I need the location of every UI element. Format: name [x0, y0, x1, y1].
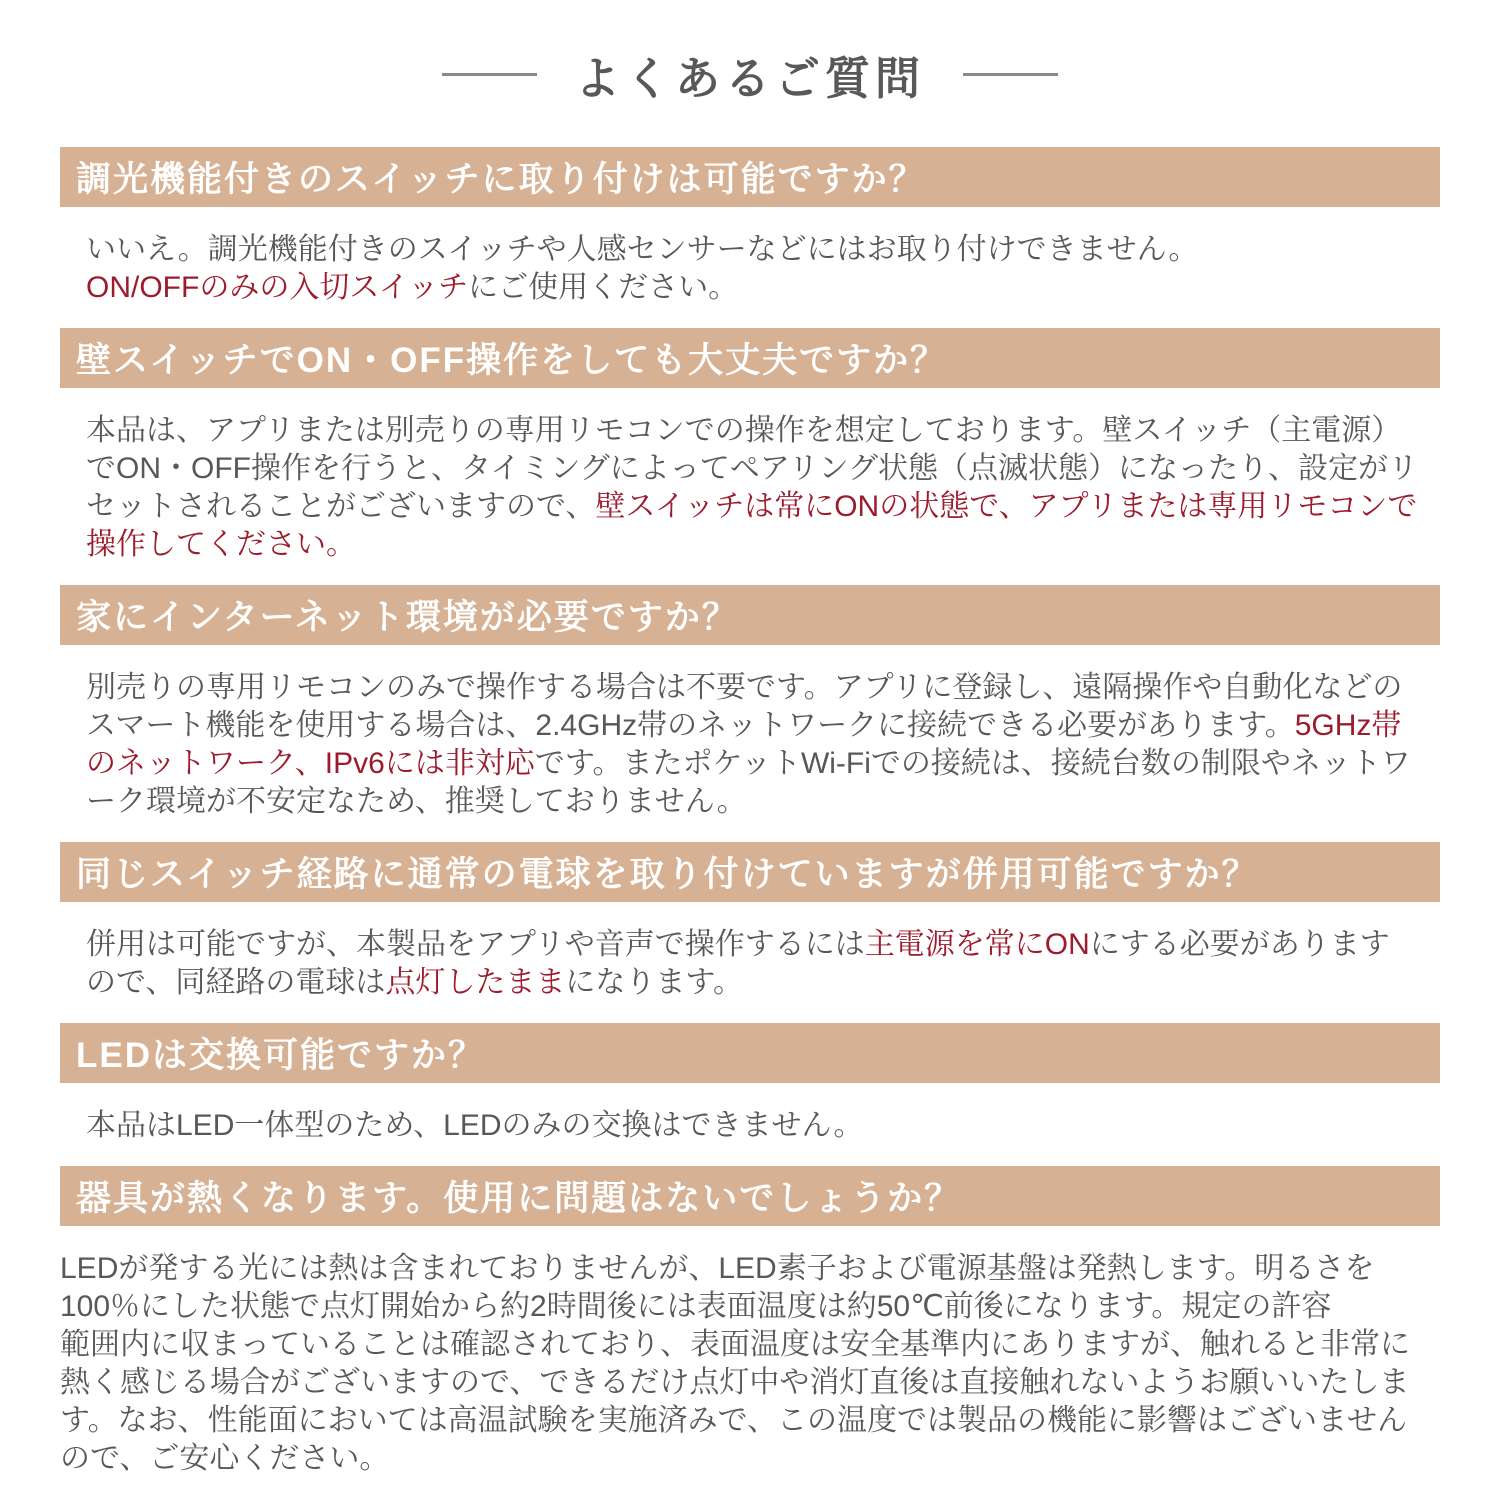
- faq-answer-line: [86, 412, 1440, 450]
- faq-item: [60, 585, 1440, 821]
- faq-answer-line: [60, 1440, 1440, 1478]
- faq-answer: [86, 926, 1440, 1002]
- answer-text: にご使用ください。: [468, 271, 739, 304]
- answer-text: ので、ご安心ください。: [60, 1442, 390, 1475]
- highlighted-text: 操作してください。: [86, 528, 356, 561]
- answer-text: 別売りの専用リモコンのみで操作する場合は不要です。アプリに登録し、遠隔操作や自動化などの: [86, 671, 1403, 704]
- faq-item: [60, 1166, 1440, 1478]
- faq-question-bar: 壁スイッチでON・OFF操作をしても大丈夫ですか？: [60, 328, 1440, 388]
- highlighted-text: 主電源を常にON: [864, 928, 1090, 961]
- title-divider-left: [442, 73, 537, 76]
- faq-answer-line: [86, 926, 1440, 964]
- faq-answer-line: [86, 450, 1440, 488]
- faq-question-bar: 調光機能付きのスイッチに取り付けは可能ですか？: [60, 147, 1440, 207]
- faq-answer-line: [86, 964, 1440, 1002]
- faq-item: [60, 328, 1440, 564]
- faq-answer: [86, 669, 1440, 821]
- answer-text: 熱く感じる場合がございますので、できるだけ点灯中や消灯直後は直接触れないようお願いいたしま: [60, 1366, 1410, 1399]
- faq-answer: [86, 1107, 1440, 1145]
- faq-answer: [86, 231, 1440, 307]
- answer-text: でON・OFF操作を行うと、タイミングによってペアリング状態（点滅状態）になったり、設定がリ: [86, 452, 1418, 485]
- answer-text: セットされることがございますので、: [86, 490, 596, 523]
- answer-text: す。なお、性能面においては高温試験を実施済みで、この温度では製品の機能に影響はございません: [60, 1404, 1407, 1437]
- faq-answer-line: [86, 231, 1440, 269]
- faq-item: [60, 842, 1440, 1002]
- faq-question-bar: 同じスイッチ経路に通常の電球を取り付けていますが併用可能ですか？: [60, 842, 1440, 902]
- faq-answer-line: [60, 1364, 1440, 1402]
- answer-text: にする必要があります: [1089, 928, 1390, 961]
- answer-text: 本品はLED一体型のため、LEDのみの交換はできません。: [86, 1109, 864, 1142]
- faq-answer-line: [86, 488, 1440, 526]
- faq-answer-line: [86, 745, 1440, 783]
- faq-question-bar: 家にインターネット環境が必要ですか？: [60, 585, 1440, 645]
- answer-text: です。またポケットWi-Fiでの接続は、接続台数の制限やネットワ: [534, 747, 1411, 780]
- answer-text: LEDが発する光には熱は含まれておりませんが、LED素子および電源基盤は発熱します。明るさを: [60, 1252, 1375, 1285]
- page-title: よくあるご質問: [574, 53, 925, 104]
- faq-answer-line: [86, 707, 1440, 745]
- highlighted-text: ON/OFFのみの入切スイッチ: [86, 271, 469, 304]
- faq-answer-line: [86, 783, 1440, 821]
- answer-text: いいえ。調光機能付きのスイッチや人感センサーなどにはお取り付けできません。: [86, 233, 1199, 266]
- title-divider-right: [963, 73, 1058, 76]
- answer-text: ーク環境が不安定なため、推奨しておりません。: [86, 785, 747, 818]
- faq-answer-line: [86, 526, 1440, 564]
- faq-question-bar: LEDは交換可能ですか？: [60, 1023, 1440, 1083]
- faq-answer-line: [86, 669, 1440, 707]
- faq-answer-line: [86, 269, 1440, 307]
- highlighted-text: 点灯したまま: [385, 966, 566, 999]
- answer-text: 範囲内に収まっていることは確認されており、表面温度は安全基準内にありますが、触れると非常に: [60, 1328, 1410, 1361]
- faq-answer-line: [60, 1288, 1440, 1326]
- faq-list: [60, 147, 1440, 1478]
- faq-answer-line: [86, 1107, 1440, 1145]
- faq-answer-line: [60, 1402, 1440, 1440]
- faq-item: [60, 1023, 1440, 1145]
- answer-text: 併用は可能ですが、本製品をアプリや音声で操作するには: [86, 928, 865, 961]
- faq-answer: [86, 412, 1440, 564]
- faq-answer-line: [60, 1326, 1440, 1364]
- faq-question-bar: 器具が熱くなります。使用に問題はないでしょうか？: [60, 1166, 1440, 1226]
- answer-text: スマート機能を使用する場合は、2.4GHz帯のネットワークに接続できる必要があります。: [86, 709, 1295, 742]
- answer-text: になります。: [565, 966, 744, 999]
- answer-text: ので、同経路の電球は: [86, 966, 386, 999]
- faq-answer: [60, 1250, 1440, 1478]
- faq-item: [60, 147, 1440, 307]
- highlighted-text: のネットワーク、IPv6には非対応: [86, 747, 535, 780]
- page-title-row: [60, 0, 1440, 107]
- faq-answer-line: [60, 1250, 1440, 1288]
- highlighted-text: 壁スイッチは常にONの状態で、アプリまたは専用リモコンで: [595, 490, 1418, 523]
- answer-text: 100％にした状態で点灯開始から約2時間後には表面温度は約50℃前後になります。規定の許容: [60, 1290, 1332, 1323]
- highlighted-text: 5GHz帯: [1294, 709, 1402, 742]
- answer-text: 本品は、アプリまたは別売りの専用リモコンでの操作を想定しております。壁スイッチ（主電源）: [86, 414, 1402, 447]
